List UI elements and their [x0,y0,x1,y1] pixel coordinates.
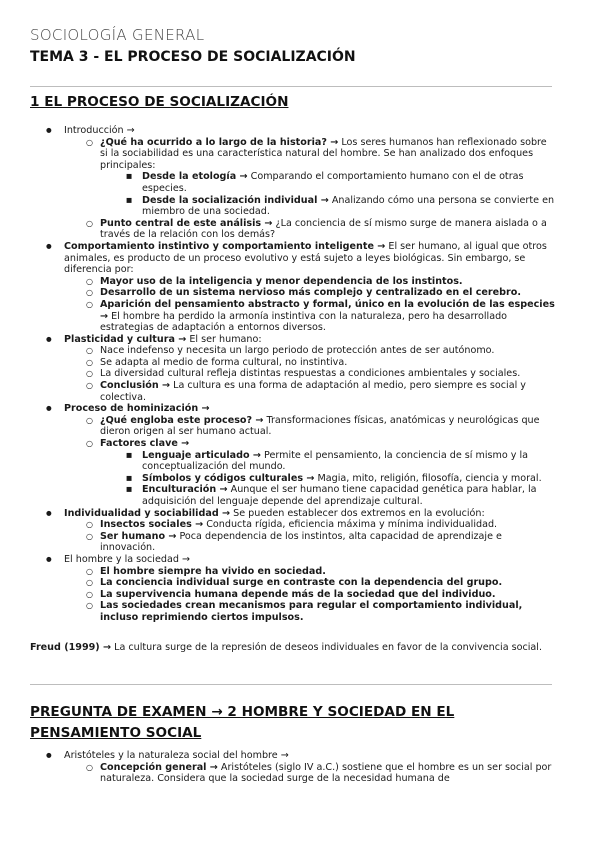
list-item: ○ Mayor uso de la inteligencia y menor dependencia de los instintos. [64,276,555,288]
subject-title: SOCIOLOGÍA GENERAL [30,26,205,44]
list-item: ■ Símbolos y códigos culturales → Magia, mito, religión, filosofía, ciencia y moral. [100,473,555,485]
list-item: ■ Lenguaje articulado → Permite el pensamiento, la conciencia de sí mismo y la conceptualización del mundo. [100,450,555,473]
list-item: ○ ¿Qué engloba este proceso? → Transformaciones físicas, anatómicas y neurológicas que dieron origen al ser humano actual. [64,415,555,438]
list-item: ○ La conciencia individual surge en contraste con la dependencia del grupo. [64,577,555,589]
list-item: ○ Insectos sociales → Conducta rígida, eficiencia máxima y mínima individualidad. [64,519,555,531]
list-item: ■ Enculturación → Aunque el ser humano tiene capacidad genética para hablar, la adquisición del lenguaje depende del aprendizaje cultural. [100,484,555,507]
list-item: ■ Desde la socialización individual → Analizando cómo una persona se convierte en miembro de una sociedad. [100,195,555,218]
section-heading-1: 1 EL PROCESO DE SOCIALIZACIÓN [30,94,289,110]
list-item: ○ El hombre siempre ha vivido en sociedad. [64,566,555,578]
list-item: ○ Las sociedades crean mecanismos para regular el comportamiento individual, incluso reprimiendo ciertos impulsos. [64,600,555,623]
section-heading-2: PREGUNTA DE EXAMEN → 2 HOMBRE Y SOCIEDAD EN EL PENSAMIENTO SOCIAL [30,704,455,741]
list-item-hominizacion: ● Proceso de hominización → ○ ¿Qué engloba este proceso? → Transformaciones físicas, anatómicas y neurológicas que dieron origen al ser humano actual. ○ Factores clave → ■ Lenguaje articulado → Permite el pensamiento, la conciencia de sí mismo y la conceptualización del mundo. ■ Símbolos y códigos culturales → Magia, mito, religión, filosofía, ciencia y moral. ■ Enculturación → Aunque el ser humano tiene capacidad genética para hablar, la adquisición del lenguaje depende del aprendizaje cultural. [30,403,555,507]
freud-note: Freud (1999) → La cultura surge de la represión de deseos individuales en favor de la convivencia social. [30,642,543,653]
divider [30,684,552,685]
list-item: ○ Factores clave → ■ Lenguaje articulado → Permite el pensamiento, la conciencia de sí mismo y la conceptualización del mundo. ■ Símbolos y códigos culturales → Magia, mito, religión, filosofía, ciencia y moral. ■ Enculturación → Aunque el ser humano tiene capacidad genética para hablar, la adquisición del lenguaje depende del aprendizaje cultural. [64,438,555,508]
section-1-content [30,125,555,624]
list-item: ○ Aparición del pensamiento abstracto y formal, único en la evolución de las especies → El hombre ha perdido la armonía instintiva con la naturaleza, pero ha desarrollado estrategias de adaptación a entornos diversos. [64,299,555,334]
list-item-plasticidad: ● Plasticidad y cultura → El ser humano: ○ Nace indefenso y necesita un largo periodo de protección antes de ser autónomo. ○ Se adapta al medio de forma cultural, no instintiva. ○ La diversidad cultural refleja distintas respuestas a condiciones ambientales y sociales. ○ Conclusión → La cultura es una forma de adaptación al medio, pero siempre es social y colectiva. [30,334,555,404]
topic-title: TEMA 3 - EL PROCESO DE SOCIALIZACIÓN [30,49,356,65]
list-item: ○ Concepción general → Aristóteles (siglo IV a.C.) sostiene que el hombre es un ser social por naturaleza. Considera que la sociedad surge de la necesidad humana de [64,762,555,785]
list-item-comportamiento: ● Comportamiento instintivo y comportamiento inteligente → El ser humano, al igual que otros animales, es producto de un proceso evolutivo y está sujeto a leyes biológicas. Sin embargo, se diferencia por: ○ Mayor uso de la inteligencia y menor dependencia de los instintos. ○ Desarrollo de un sistema nervioso más complejo y centralizado en el cerebro. ○ Aparición del pensamiento abstracto y formal, único en la evolución de las especies → El hombre ha perdido la armonía instintiva con la naturaleza, pero ha desarrollado estrategias de adaptación a entornos diversos. [30,241,555,334]
list-item-hombre: ● El hombre y la sociedad → ○ El hombre siempre ha vivido en sociedad. ○ La conciencia individual surge en contraste con la dependencia del grupo. ○ La supervivencia humana depende más de la sociedad que del individuo. ○ Las sociedades crean mecanismos para regular el comportamiento individual, incluso reprimiendo ciertos impulsos. [30,554,555,624]
list-item: ○ Se adapta al medio de forma cultural, no instintiva. [64,357,555,369]
list-item-individualidad: ● Individualidad y sociabilidad → Se pueden establecer dos extremos en la evolución: ○ Insectos sociales → Conducta rígida, eficiencia máxima y mínima individualidad. ○ Ser humano → Poca dependencia de los instintos, alta capacidad de aprendizaje e innovación. [30,508,555,554]
divider [30,86,552,87]
list-item: ○ Conclusión → La cultura es una forma de adaptación al medio, pero siempre es social y colectiva. [64,380,555,403]
list-item: ○ Ser humano → Poca dependencia de los instintos, alta capacidad de aprendizaje e innovación. [64,531,555,554]
list-item: ○ La supervivencia humana depende más de la sociedad que del individuo. [64,589,555,601]
list-item: ○ Punto central de este análisis → ¿La conciencia de sí mismo surge de manera aislada o a través de la relación con los demás? [64,218,555,241]
list-item-intro: ● Introducción → ○ ¿Qué ha ocurrido a lo largo de la historia? → Los seres humanos han reflexionado sobre si la sociabilidad es una característica natural del hombre. Se han analizado dos enfoques principales: ■ Desde la etología → Comparando el comportamiento humano con el de otras especies. ■ Desde la socialización individual → Analizando cómo una persona se convierte en miembro de una sociedad. ○ Punto central de este análisis → ¿La conciencia de sí mismo surge de manera aislada o a través de la relación con los demás? [30,125,555,241]
list-item: ○ Nace indefenso y necesita un largo periodo de protección antes de ser autónomo. [64,345,555,357]
section-2-content [30,750,555,785]
list-item: ○ La diversidad cultural refleja distintas respuestas a condiciones ambientales y sociales. [64,368,555,380]
list-item-aristoteles: ● Aristóteles y la naturaleza social del hombre → ○ Concepción general → Aristóteles (siglo IV a.C.) sostiene que el hombre es un ser social por naturaleza. Considera que la sociedad surge de la necesidad humana de [30,750,555,785]
list-item: ○ ¿Qué ha ocurrido a lo largo de la historia? → Los seres humanos han reflexionado sobre si la sociabilidad es una característica natural del hombre. Se han analizado dos enfoques principales: ■ Desde la etología → Comparando el comportamiento humano con el de otras especies. ■ Desde la socialización individual → Analizando cómo una persona se convierte en miembro de una sociedad. [64,137,555,218]
list-item: ■ Desde la etología → Comparando el comportamiento humano con el de otras especies. [100,171,555,194]
list-item: ○ Desarrollo de un sistema nervioso más complejo y centralizado en el cerebro. [64,287,555,299]
